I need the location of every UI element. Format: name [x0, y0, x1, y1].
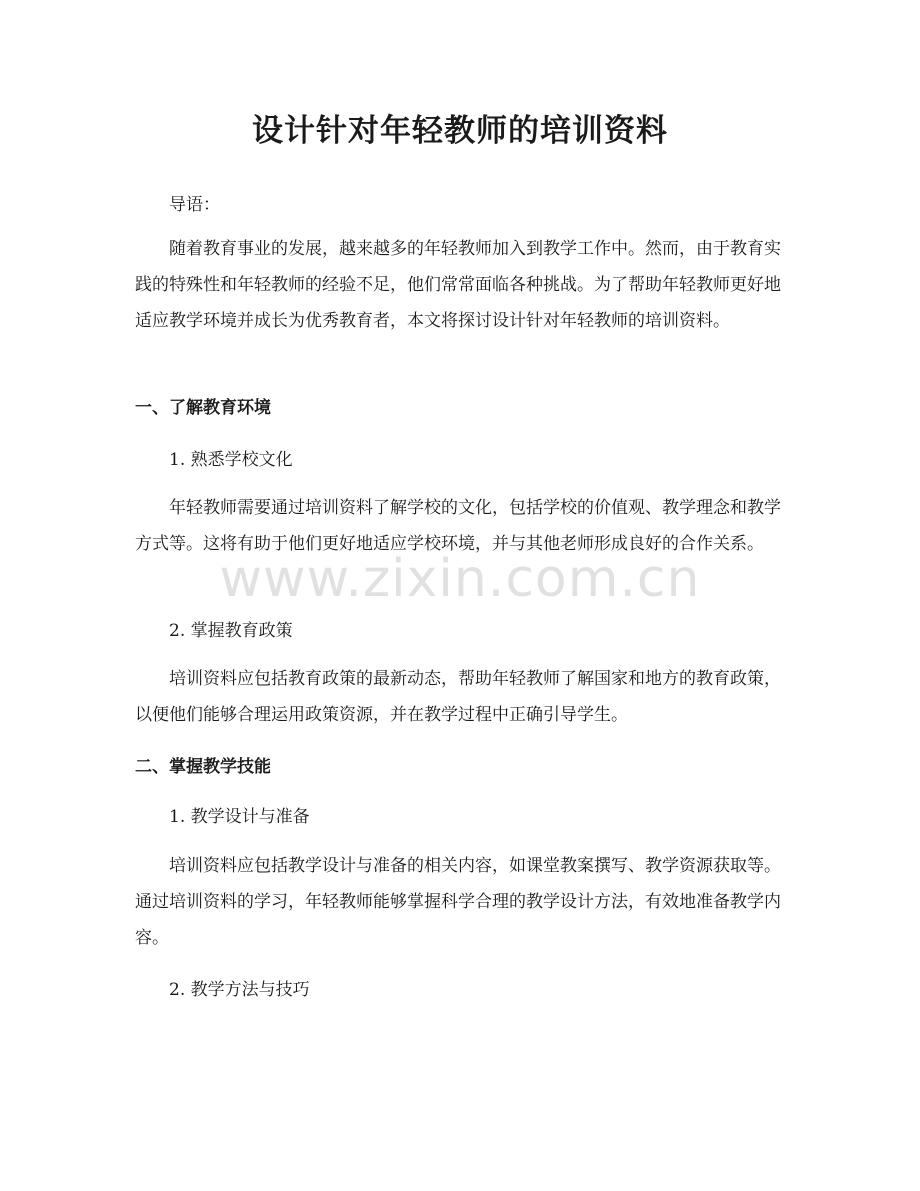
subheading-2-1: 1. 教学设计与准备 [169, 807, 310, 827]
watermark: www.zixin.com.cn [219, 549, 701, 609]
paragraph-2-1: 培训资料应包括教学设计与准备的相关内容，如课堂教案撰写、教学资源获取等。通过培训资料的学习，年轻教师能够掌握科学合理的教学设计方法，有效地准备教学内容。 [135, 856, 781, 948]
subheading-1-1: 1. 熟悉学校文化 [169, 450, 293, 470]
paragraph-1-1: 年轻教师需要通过培训资料了解学校的文化，包括学校的价值观、教学理念和教学方式等。这将有助于他们更好地适应学校环境，并与其他老师形成良好的合作关系。 [135, 498, 781, 554]
document-title: 设计针对年轻教师的培训资料 [252, 113, 668, 149]
paragraph-1-2: 培训资料应包括教育政策的最新动态，帮助年轻教师了解国家和地方的教育政策，以便他们能够合理运用政策资源，并在教学过程中正确引导学生。 [135, 669, 781, 725]
intro-paragraph: 随着教育事业的发展，越来越多的年轻教师加入到教学工作中。然而，由于教育实践的特殊性和年轻教师的经验不足，他们常常面临各种挑战。为了帮助年轻教师更好地适应教学环境并成长为优秀教育者，本文将探讨设计针对年轻教师的培训资料。 [135, 239, 781, 331]
subheading-2-2: 2. 教学方法与技巧 [169, 980, 310, 1000]
section-heading-2: 二、掌握教学技能 [135, 757, 271, 777]
section-heading-1: 一、了解教育环境 [135, 398, 271, 418]
subheading-1-2: 2. 掌握教育政策 [169, 621, 293, 641]
intro-label: 导语： [169, 195, 220, 215]
